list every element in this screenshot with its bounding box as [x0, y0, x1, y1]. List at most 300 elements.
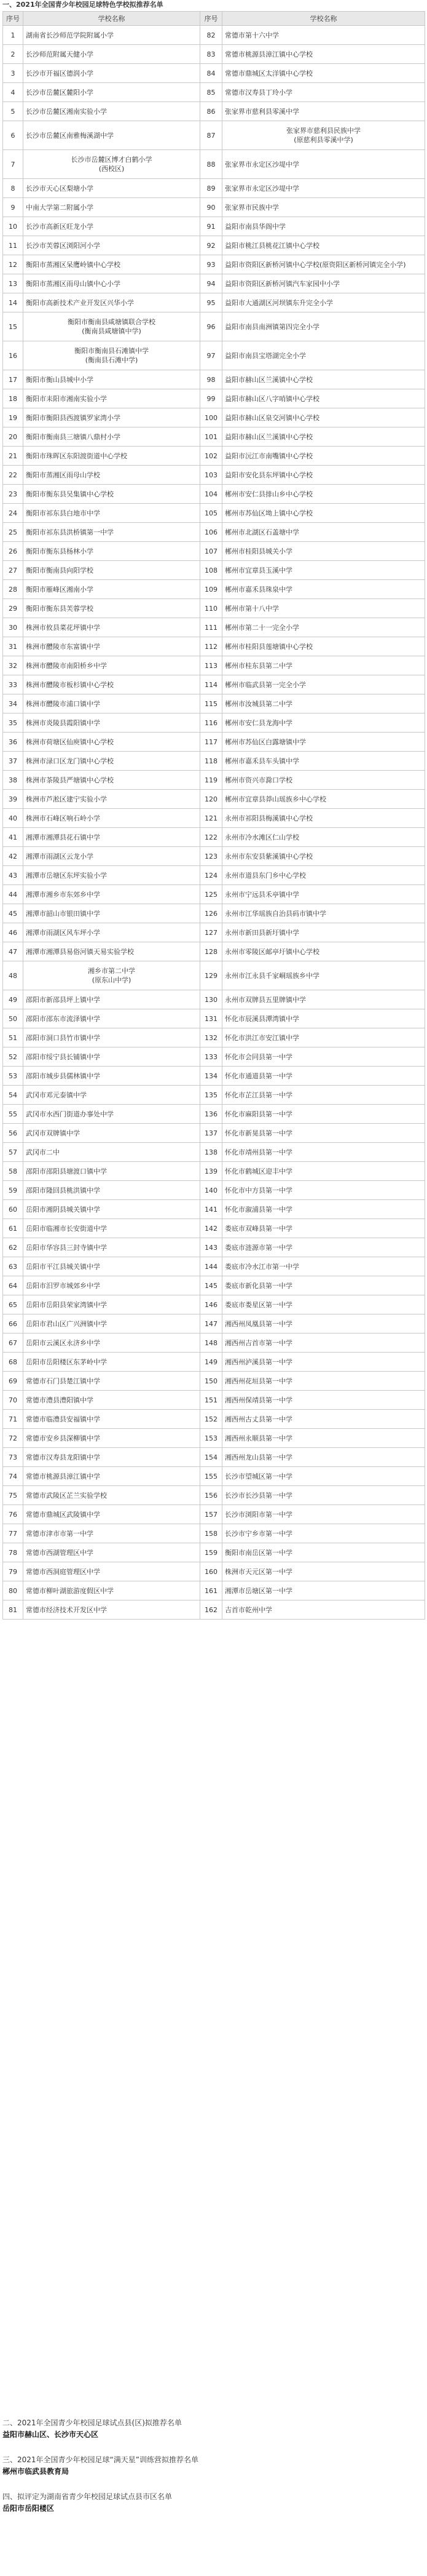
- row-seq-right: 121: [200, 809, 222, 828]
- row-seq-right: 84: [200, 64, 222, 83]
- row-seq-left: 8: [3, 179, 23, 198]
- row-school-left: 常德市桃源县漳江镇中学: [23, 1467, 200, 1486]
- table-row: [3, 1162, 425, 1181]
- row-seq-right: 128: [200, 942, 222, 961]
- row-seq-right: 105: [200, 504, 222, 523]
- row-seq-right: 142: [200, 1219, 222, 1238]
- row-school-left: 衡阳市衡阳县西渡镇罗家湾小学: [23, 408, 200, 427]
- row-seq-left: 80: [3, 1581, 23, 1600]
- table-row: [3, 485, 425, 504]
- header-school-left: 学校名称: [23, 12, 200, 26]
- table-row: [3, 408, 425, 427]
- table-row: [3, 1238, 425, 1257]
- table-row: [3, 1562, 425, 1581]
- row-school-right: 张家界市慈利县民族中学 (原慈利县零溪中学): [222, 121, 425, 150]
- row-school-right: 郴州市汝城县第二中学: [222, 694, 425, 714]
- row-seq-left: 27: [3, 561, 23, 580]
- row-seq-left: 64: [3, 1276, 23, 1295]
- table-row: [3, 447, 425, 466]
- row-seq-left: 75: [3, 1486, 23, 1505]
- row-school-left: 岳阳市平江县城关镇中学: [23, 1257, 200, 1276]
- row-seq-right: 127: [200, 923, 222, 942]
- row-seq-left: 48: [3, 961, 23, 990]
- row-school-right: 怀化市鹤城区迎丰中学: [222, 1162, 425, 1181]
- row-seq-right: 152: [200, 1410, 222, 1429]
- row-school-right: 长沙市浏阳市第一中学: [222, 1505, 425, 1524]
- row-seq-left: 67: [3, 1334, 23, 1353]
- row-seq-right: 149: [200, 1353, 222, 1372]
- row-seq-left: 52: [3, 1047, 23, 1067]
- table-row: [3, 656, 425, 675]
- table-row: [3, 904, 425, 923]
- header-seq-left: 序号: [3, 12, 23, 26]
- row-school-right: 湘西州保靖县第一中学: [222, 1391, 425, 1410]
- row-school-left: 邵阳市邵阳县塘渡口镇中学: [23, 1162, 200, 1181]
- row-school-right: 永州市道县东门乡中心学校: [222, 866, 425, 885]
- row-school-right: 郴州市资兴市滁口学校: [222, 771, 425, 790]
- row-seq-left: 74: [3, 1467, 23, 1486]
- row-seq-right: 116: [200, 714, 222, 733]
- row-school-right: 益阳市南县宝塔湖完全小学: [222, 341, 425, 370]
- row-school-left: 衡阳市蒸湘区雨母山学校: [23, 466, 200, 485]
- row-school-left: 株洲市茶陵县严塘镇中心学校: [23, 771, 200, 790]
- table-row: [3, 809, 425, 828]
- row-school-left: 岳阳市汨罗市城郊乡中学: [23, 1276, 200, 1295]
- row-seq-left: 35: [3, 714, 23, 733]
- row-school-left: 衡阳市雁峰区湘南小学: [23, 580, 200, 599]
- row-school-left: 株洲市渌口区龙门镇中心学校: [23, 752, 200, 771]
- row-seq-left: 39: [3, 790, 23, 809]
- table-row: [3, 847, 425, 866]
- row-school-left: 武冈市双牌镇中学: [23, 1124, 200, 1143]
- table-row: [3, 389, 425, 408]
- row-school-right: 怀化市芷江县第一中学: [222, 1086, 425, 1105]
- row-school-right: 永州市冷水滩区仁山学校: [222, 828, 425, 847]
- row-seq-right: 89: [200, 179, 222, 198]
- row-school-right: 郴州市第十八中学: [222, 599, 425, 618]
- row-seq-left: 71: [3, 1410, 23, 1429]
- row-seq-left: 62: [3, 1238, 23, 1257]
- table-row: [3, 1295, 425, 1314]
- row-seq-left: 59: [3, 1181, 23, 1200]
- row-seq-left: 69: [3, 1372, 23, 1391]
- table-row: [3, 1467, 425, 1486]
- row-school-right: 永州市双牌县五里牌镇中学: [222, 990, 425, 1009]
- row-seq-left: 49: [3, 990, 23, 1009]
- table-row: [3, 1486, 425, 1505]
- table-row: [3, 790, 425, 809]
- row-seq-right: 154: [200, 1448, 222, 1467]
- table-row: [3, 504, 425, 523]
- row-school-left: 衡阳市耒阳市湘南实验小学: [23, 389, 200, 408]
- row-seq-left: 53: [3, 1067, 23, 1086]
- row-school-right: 郴州市桂东县第二中学: [222, 656, 425, 675]
- table-row: [3, 1314, 425, 1334]
- row-school-right: 益阳市赫山区八字哨镇中心学校: [222, 389, 425, 408]
- table-row: [3, 1410, 425, 1429]
- row-seq-right: 123: [200, 847, 222, 866]
- table-row: [3, 523, 425, 542]
- row-school-right: 益阳市大通湖区河坝镇东升完全小学: [222, 293, 425, 312]
- row-seq-left: 38: [3, 771, 23, 790]
- row-seq-right: 110: [200, 599, 222, 618]
- row-seq-left: 78: [3, 1543, 23, 1562]
- row-school-right: 娄底市新化县第一中学: [222, 1276, 425, 1295]
- row-seq-right: 137: [200, 1124, 222, 1143]
- header-seq-right: 序号: [200, 12, 222, 26]
- row-seq-right: 159: [200, 1543, 222, 1562]
- row-school-left: 湘潭市岳塘区东坪实验小学: [23, 866, 200, 885]
- table-row: [3, 1219, 425, 1238]
- table-row: [3, 923, 425, 942]
- table-row: [3, 1581, 425, 1600]
- row-seq-left: 79: [3, 1562, 23, 1581]
- row-school-right: 永州市江华瑶族自治县码市镇中学: [222, 904, 425, 923]
- row-seq-left: 23: [3, 485, 23, 504]
- row-seq-right: 162: [200, 1600, 222, 1620]
- row-school-left: 岳阳市湘阴县城关镇中学: [23, 1200, 200, 1219]
- table-row: [3, 1543, 425, 1562]
- row-school-right: 郴州市嘉禾县车头镇中学: [222, 752, 425, 771]
- row-school-right: 益阳市安化县东坪镇中心学校: [222, 466, 425, 485]
- table-row: [3, 1372, 425, 1391]
- row-school-right: 怀化市辰溪县潭湾镇中学: [222, 1009, 425, 1028]
- row-school-left: 株洲市石峰区响石岭小学: [23, 809, 200, 828]
- row-seq-left: 43: [3, 866, 23, 885]
- row-school-right: 永州市宁远县禾亭镇中学: [222, 885, 425, 904]
- table-row: [3, 1067, 425, 1086]
- table-row: [3, 1086, 425, 1105]
- table-row: [3, 341, 425, 370]
- row-school-right: 娄底市涟源市第一中学: [222, 1238, 425, 1257]
- row-seq-left: 22: [3, 466, 23, 485]
- row-school-left: 常德市临澧县安福镇中学: [23, 1410, 200, 1429]
- row-seq-right: 151: [200, 1391, 222, 1410]
- row-school-right: 长沙市宁乡市第一中学: [222, 1524, 425, 1543]
- row-school-left: 长沙市芙蓉区浏阳河小学: [23, 236, 200, 255]
- row-school-right: 郴州市安仁县排山乡中心学校: [222, 485, 425, 504]
- row-seq-right: 88: [200, 150, 222, 179]
- row-seq-left: 24: [3, 504, 23, 523]
- row-seq-right: 119: [200, 771, 222, 790]
- row-school-left: 常德市柳叶湖旅游度假区中学: [23, 1581, 200, 1600]
- table-row: [3, 1028, 425, 1047]
- row-seq-left: 65: [3, 1295, 23, 1314]
- row-school-left: 衡阳市祁东县白地市中学: [23, 504, 200, 523]
- row-school-left: 湘乡市第二中学 (原东山中学): [23, 961, 200, 990]
- row-school-right: 益阳市沅江市南嘴镇中心学校: [222, 447, 425, 466]
- row-seq-right: 112: [200, 637, 222, 656]
- table-row: [3, 694, 425, 714]
- row-school-right: 益阳市南县华阁中学: [222, 217, 425, 236]
- row-school-left: 长沙市岳麓区湘南实验小学: [23, 102, 200, 121]
- table-row: [3, 561, 425, 580]
- row-seq-left: 63: [3, 1257, 23, 1276]
- row-school-right: 郴州市苏仙区坳上镇中心学校: [222, 504, 425, 523]
- row-school-right: 湘西州古丈县第一中学: [222, 1410, 425, 1429]
- row-seq-left: 20: [3, 427, 23, 447]
- row-seq-right: 147: [200, 1314, 222, 1334]
- row-school-left: 邵阳市城步县儒林镇中学: [23, 1067, 200, 1086]
- row-seq-left: 26: [3, 542, 23, 561]
- row-seq-left: 81: [3, 1600, 23, 1620]
- row-school-right: 郴州市北湖区石盖塘中学: [222, 523, 425, 542]
- row-school-right: 衡阳市南岳区第一中学: [222, 1543, 425, 1562]
- row-school-left: 衡阳市高新技术产业开发区兴华小学: [23, 293, 200, 312]
- row-school-left: 岳阳市云溪区永济乡中学: [23, 1334, 200, 1353]
- row-school-right: 益阳市赫山区兰溪镇中心学校: [222, 370, 425, 389]
- section3-title: 三、2021年全国青少年校园足球“满天星”训练营拟推荐名单: [2, 2455, 198, 2464]
- row-school-right: 娄底市娄星区第一中学: [222, 1295, 425, 1314]
- row-seq-right: 131: [200, 1009, 222, 1028]
- row-seq-left: 12: [3, 255, 23, 274]
- row-seq-right: 91: [200, 217, 222, 236]
- row-school-right: 常德市鼎城区太洋镇中心学校: [222, 64, 425, 83]
- row-seq-left: 7: [3, 150, 23, 179]
- row-school-left: 长沙市高新区旺龙小学: [23, 217, 200, 236]
- row-school-right: 益阳市资阳区新桥河镇汽车家园中小学: [222, 274, 425, 293]
- row-school-left: 邵阳市新邵县坪上镇中学: [23, 990, 200, 1009]
- row-school-left: 株洲市攸县菜花坪镇中学: [23, 618, 200, 637]
- row-seq-left: 61: [3, 1219, 23, 1238]
- row-seq-left: 44: [3, 885, 23, 904]
- row-seq-left: 47: [3, 942, 23, 961]
- row-seq-left: 6: [3, 121, 23, 150]
- row-school-right: 长沙市望城区第一中学: [222, 1467, 425, 1486]
- row-seq-left: 29: [3, 599, 23, 618]
- row-seq-right: 130: [200, 990, 222, 1009]
- row-seq-left: 31: [3, 637, 23, 656]
- row-seq-right: 111: [200, 618, 222, 637]
- section2-item: 益阳市赫山区、长沙市天心区: [2, 2430, 99, 2439]
- row-school-right: 湘西州龙山县第一中学: [222, 1448, 425, 1467]
- row-school-left: 衡阳市衡南县三塘镇八鼎村小学: [23, 427, 200, 447]
- row-seq-right: 120: [200, 790, 222, 809]
- row-school-right: 永州市江永县千家峒瑶族乡中学: [222, 961, 425, 990]
- row-seq-right: 100: [200, 408, 222, 427]
- row-school-left: 常德市鼎城区武陵镇中学: [23, 1505, 200, 1524]
- row-school-right: 株洲市天元区第一中学: [222, 1562, 425, 1581]
- table-row: [3, 866, 425, 885]
- row-seq-right: 98: [200, 370, 222, 389]
- row-school-left: 岳阳市华容县三封寺镇中学: [23, 1238, 200, 1257]
- row-seq-left: 66: [3, 1314, 23, 1334]
- row-school-left: 邵阳市邵东市流泽镇中学: [23, 1009, 200, 1028]
- row-seq-right: 144: [200, 1257, 222, 1276]
- row-school-left: 衡阳市蒸湘区雨母山镇中心小学: [23, 274, 200, 293]
- row-seq-left: 13: [3, 274, 23, 293]
- section1-title: 一、2021年全国青少年校园足球特色学校拟推荐名单: [2, 1, 163, 9]
- row-school-left: 常德市经济技术开发区中学: [23, 1600, 200, 1620]
- row-school-right: 娄底市冷水江市第一中学: [222, 1257, 425, 1276]
- table-row: [3, 828, 425, 847]
- table-row: [3, 1524, 425, 1543]
- row-seq-right: 141: [200, 1200, 222, 1219]
- row-school-left: 常德市澧县澧阳镇中学: [23, 1391, 200, 1410]
- row-school-right: 郴州市桂阳县城关小学: [222, 542, 425, 561]
- row-seq-left: 73: [3, 1448, 23, 1467]
- table-row: [3, 942, 425, 961]
- row-seq-right: 96: [200, 312, 222, 341]
- row-school-left: 常德市武陵区芷兰实验学校: [23, 1486, 200, 1505]
- row-seq-left: 37: [3, 752, 23, 771]
- row-school-right: 怀化市洪江市安江镇中学: [222, 1028, 425, 1047]
- table-row: [3, 618, 425, 637]
- row-seq-right: 113: [200, 656, 222, 675]
- row-school-left: 长沙市天心区梨塘小学: [23, 179, 200, 198]
- row-seq-left: 17: [3, 370, 23, 389]
- row-school-left: 常德市安乡县深柳镇中学: [23, 1429, 200, 1448]
- row-school-right: 郴州市第二十一完全小学: [222, 618, 425, 637]
- row-seq-left: 50: [3, 1009, 23, 1028]
- row-seq-left: 72: [3, 1429, 23, 1448]
- recommended-schools-table: [2, 11, 425, 1620]
- row-seq-right: 106: [200, 523, 222, 542]
- row-school-left: 岳阳市临湘市长安街道中学: [23, 1219, 200, 1238]
- table-row: [3, 1448, 425, 1467]
- row-seq-left: 68: [3, 1353, 23, 1372]
- row-seq-left: 16: [3, 341, 23, 370]
- section2-title: 二、2021年全国青少年校园足球试点县(区)拟推荐名单: [2, 2419, 182, 2427]
- row-seq-left: 28: [3, 580, 23, 599]
- row-school-right: 湘西州花垣县第一中学: [222, 1372, 425, 1391]
- row-school-left: 株洲市醴陵市南阳桥乡中学: [23, 656, 200, 675]
- row-school-right: 益阳市赫山区泉交河镇中心学校: [222, 408, 425, 427]
- row-seq-left: 14: [3, 293, 23, 312]
- row-school-right: 郴州市宜章县玉溪中学: [222, 561, 425, 580]
- row-school-right: 郴州市安仁县龙海中学: [222, 714, 425, 733]
- row-school-right: 常德市桃源县漳江镇中心学校: [222, 45, 425, 64]
- row-seq-left: 54: [3, 1086, 23, 1105]
- row-school-left: 邵阳市洞口县竹市镇中学: [23, 1028, 200, 1047]
- row-seq-left: 5: [3, 102, 23, 121]
- row-school-left: 武冈市水西门街道办事处中学: [23, 1105, 200, 1124]
- row-school-right: 益阳市资阳区新桥河镇中心学校(原资阳区新桥河镇完全小学): [222, 255, 425, 274]
- row-school-right: 郴州市苏仙区白露塘镇中学: [222, 733, 425, 752]
- row-school-left: 长沙市岳麓区麓阳小学: [23, 83, 200, 102]
- row-school-left: 湘潭市雨湖区风车坪小学: [23, 923, 200, 942]
- row-seq-right: 146: [200, 1295, 222, 1314]
- row-school-left: 衡阳市蒸湘区呆鹰岭镇中心学校: [23, 255, 200, 274]
- table-row: [3, 26, 425, 45]
- row-school-left: 中南大学第二附属小学: [23, 198, 200, 217]
- table-row: [3, 733, 425, 752]
- row-school-left: 衡阳市祁东县洪桥镇第一中学: [23, 523, 200, 542]
- row-seq-right: 139: [200, 1162, 222, 1181]
- row-school-right: 永州市东安县紫溪镇中心学校: [222, 847, 425, 866]
- row-seq-right: 83: [200, 45, 222, 64]
- row-seq-right: 148: [200, 1334, 222, 1353]
- table-row: [3, 427, 425, 447]
- row-school-left: 株洲市炎陵县霞阳镇中学: [23, 714, 200, 733]
- table-row: [3, 293, 425, 312]
- row-school-left: 常德市汉寿县龙阳镇中学: [23, 1448, 200, 1467]
- table-row: [3, 274, 425, 293]
- row-school-left: 武冈市二中: [23, 1143, 200, 1162]
- row-school-right: 怀化市麻阳县第一中学: [222, 1105, 425, 1124]
- row-seq-left: 70: [3, 1391, 23, 1410]
- row-seq-left: 21: [3, 447, 23, 466]
- row-school-right: 怀化市溆浦县第一中学: [222, 1200, 425, 1219]
- table-row: [3, 45, 425, 64]
- row-school-right: 张家界市民族中学: [222, 198, 425, 217]
- table-row: [3, 1200, 425, 1219]
- row-seq-right: 156: [200, 1486, 222, 1505]
- table-row: [3, 961, 425, 990]
- table-row: [3, 217, 425, 236]
- row-school-left: 株洲市醴陵市板杉镇中心学校: [23, 675, 200, 694]
- row-seq-left: 45: [3, 904, 23, 923]
- row-school-left: 衡阳市衡南县向阳学校: [23, 561, 200, 580]
- row-seq-right: 104: [200, 485, 222, 504]
- row-school-right: 怀化市新晃县第一中学: [222, 1124, 425, 1143]
- row-school-left: 长沙师范附属天健小学: [23, 45, 200, 64]
- table-row: [3, 771, 425, 790]
- row-school-right: 永州市新田县新圩镇中学: [222, 923, 425, 942]
- row-school-left: 株洲市醴陵市东富镇中学: [23, 637, 200, 656]
- table-row: [3, 83, 425, 102]
- row-seq-right: 109: [200, 580, 222, 599]
- row-seq-right: 101: [200, 427, 222, 447]
- table-row: [3, 990, 425, 1009]
- row-seq-right: 102: [200, 447, 222, 466]
- row-school-right: 张家界市慈利县零溪中学: [222, 102, 425, 121]
- row-school-left: 株洲市醴陵市浦口镇中学: [23, 694, 200, 714]
- row-seq-right: 90: [200, 198, 222, 217]
- row-seq-right: 124: [200, 866, 222, 885]
- row-school-left: 武冈市邓元泰镇中学: [23, 1086, 200, 1105]
- row-seq-right: 103: [200, 466, 222, 485]
- row-school-right: 益阳市桃江县桃花江镇中心学校: [222, 236, 425, 255]
- table-row: [3, 255, 425, 274]
- table-row: [3, 1105, 425, 1124]
- header-school-right: 学校名称: [222, 12, 425, 26]
- row-school-right: 湘西州泸溪县第一中学: [222, 1353, 425, 1372]
- row-seq-right: 85: [200, 83, 222, 102]
- appendix-sections: [2, 2417, 425, 2514]
- row-school-right: 郴州市嘉禾县珠泉中学: [222, 580, 425, 599]
- row-seq-right: 107: [200, 542, 222, 561]
- row-seq-left: 34: [3, 694, 23, 714]
- row-school-right: 娄底市双峰县第一中学: [222, 1219, 425, 1238]
- row-seq-left: 3: [3, 64, 23, 83]
- row-seq-right: 135: [200, 1086, 222, 1105]
- row-seq-left: 11: [3, 236, 23, 255]
- row-school-left: 常德市西洞庭管理区中学: [23, 1562, 200, 1581]
- row-seq-right: 99: [200, 389, 222, 408]
- row-school-left: 邵阳市隆回县桃洪镇中学: [23, 1181, 200, 1200]
- row-seq-right: 118: [200, 752, 222, 771]
- section4-title: 四、拟评定为湖南省青少年校园足球试点县市区名单: [2, 2492, 173, 2501]
- row-school-left: 常德市西湖管理区中学: [23, 1543, 200, 1562]
- row-school-right: 永州市零陵区邮亭圩镇中心学校: [222, 942, 425, 961]
- table-row: [3, 121, 425, 150]
- row-school-right: 常德市汉寿县丁玲小学: [222, 83, 425, 102]
- table-row: [3, 637, 425, 656]
- row-seq-left: 30: [3, 618, 23, 637]
- row-school-left: 湘潭市韶山市银田镇中学: [23, 904, 200, 923]
- row-seq-right: 114: [200, 675, 222, 694]
- table-header-row: [3, 12, 425, 26]
- row-seq-right: 138: [200, 1143, 222, 1162]
- row-school-right: 湘潭市岳塘区第一中学: [222, 1581, 425, 1600]
- table-row: [3, 1257, 425, 1276]
- row-seq-right: 143: [200, 1238, 222, 1257]
- row-school-right: 湘西州吉首市第一中学: [222, 1334, 425, 1353]
- table-body: [3, 26, 425, 1620]
- table-row: [3, 466, 425, 485]
- row-seq-right: 126: [200, 904, 222, 923]
